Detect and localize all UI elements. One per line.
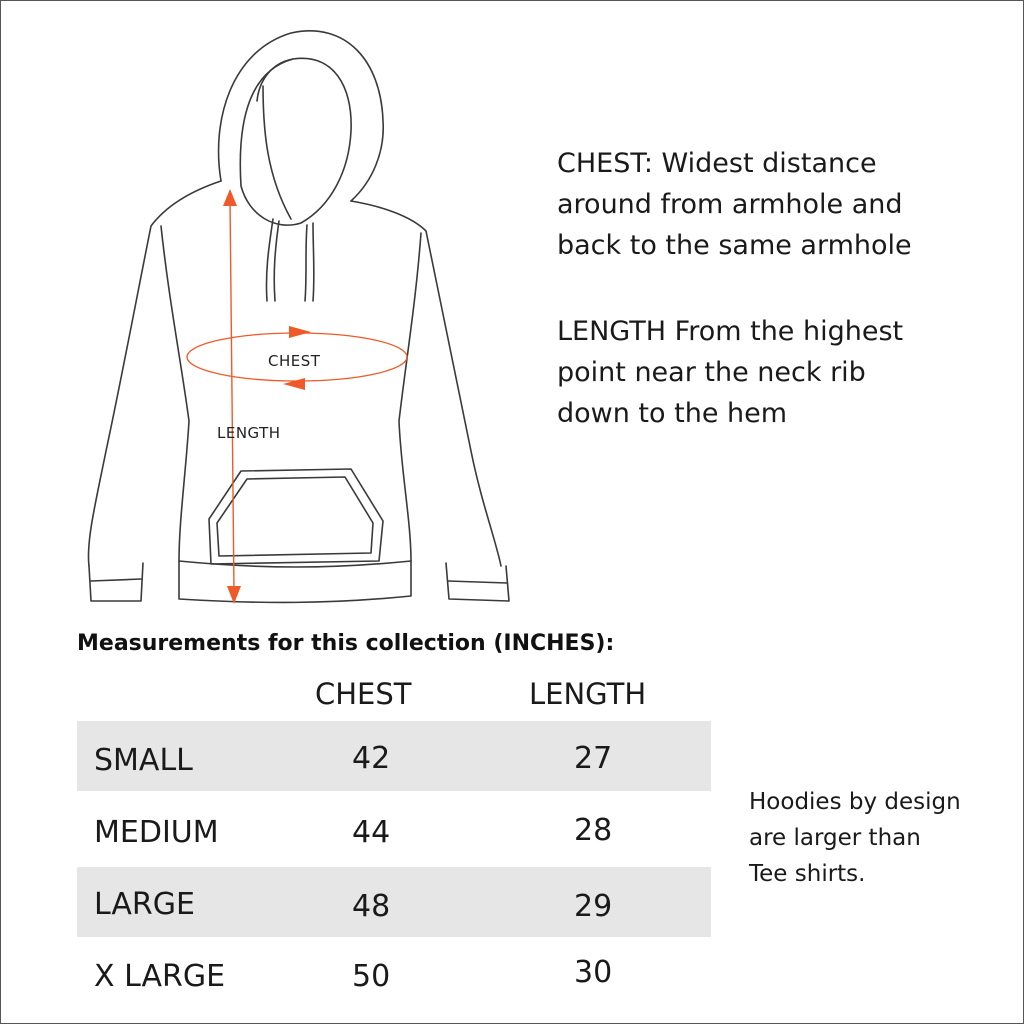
size-note-line: Hoodies by design bbox=[749, 789, 961, 815]
drawstring-right bbox=[305, 225, 307, 301]
chest-description-line: back to the same armhole bbox=[557, 230, 912, 261]
chest-cell: 50 bbox=[352, 959, 391, 994]
body-right bbox=[351, 201, 501, 566]
chest-column-header: CHEST bbox=[315, 677, 412, 711]
length-cell: 29 bbox=[574, 889, 613, 924]
table-row bbox=[77, 939, 711, 1009]
chest-arrow-left-icon bbox=[283, 378, 305, 390]
hoodie-illustration bbox=[1, 1, 561, 621]
drawstring-left bbox=[266, 219, 273, 301]
size-note bbox=[749, 784, 989, 892]
table-row bbox=[77, 721, 711, 791]
length-arrow-up-icon bbox=[223, 189, 237, 206]
measurements-heading: Measurements for this collection (INCHES): bbox=[77, 631, 615, 656]
table-row bbox=[77, 867, 711, 937]
hood-outline bbox=[219, 31, 384, 201]
size-cell: MEDIUM bbox=[94, 815, 219, 850]
length-cell: 27 bbox=[574, 741, 613, 776]
chest-description-line: around from armhole and bbox=[557, 189, 903, 220]
length-description-line: down to the hem bbox=[557, 398, 788, 429]
chest-cell: 44 bbox=[352, 815, 391, 850]
table-row bbox=[77, 793, 711, 863]
length-description-line: point near the neck rib bbox=[557, 357, 866, 388]
body-left bbox=[88, 181, 221, 566]
length-column-header: LENGTH bbox=[529, 677, 647, 711]
hood-inner bbox=[240, 58, 351, 225]
chest-arrow-right-icon bbox=[289, 326, 311, 338]
length-cell: 28 bbox=[574, 813, 613, 848]
chest-description-line: CHEST: Widest distance bbox=[557, 148, 877, 179]
chest-diagram-label: CHEST bbox=[268, 352, 321, 370]
size-cell: LARGE bbox=[94, 887, 195, 922]
kangaroo-pocket bbox=[209, 469, 383, 564]
size-note-line: are larger than bbox=[749, 825, 921, 851]
cuff-left bbox=[89, 563, 143, 601]
length-description bbox=[557, 311, 1007, 434]
length-diagram-label: LENGTH bbox=[217, 424, 281, 442]
size-note-line: Tee shirts. bbox=[749, 861, 866, 887]
length-cell: 30 bbox=[574, 955, 613, 990]
length-description-line: LENGTH From the highest bbox=[557, 316, 904, 347]
size-cell: SMALL bbox=[94, 743, 193, 778]
chest-cell: 48 bbox=[352, 889, 391, 924]
length-measure-line bbox=[230, 199, 234, 591]
size-cell: X LARGE bbox=[94, 959, 226, 994]
chest-description bbox=[557, 143, 1007, 266]
hem-band bbox=[179, 561, 411, 602]
chest-cell: 42 bbox=[352, 741, 391, 776]
